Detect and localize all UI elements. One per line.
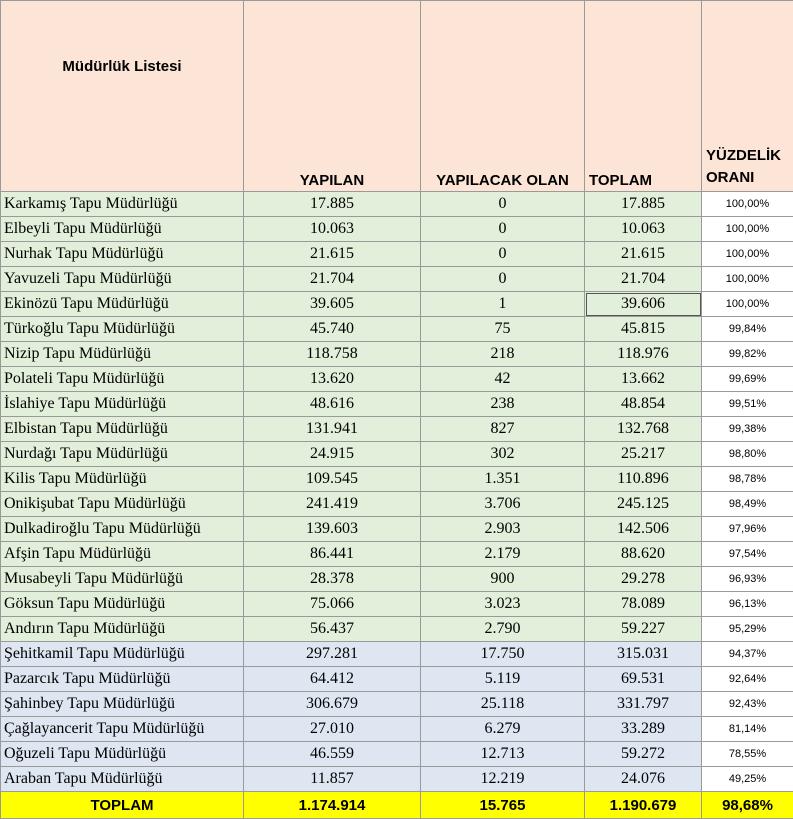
- done-cell[interactable]: 11.857: [244, 767, 421, 792]
- percent-cell[interactable]: 99,38%: [702, 417, 793, 442]
- percent-cell[interactable]: 78,55%: [702, 742, 793, 767]
- table-row: [1, 617, 793, 642]
- name-cell[interactable]: Ekinözü Tapu Müdürlüğü: [1, 292, 244, 317]
- table-row: [1, 242, 793, 267]
- total-total-cell[interactable]: 1.190.679: [585, 792, 702, 819]
- name-cell[interactable]: Çağlayancerit Tapu Müdürlüğü: [1, 717, 244, 742]
- total-todo-cell[interactable]: 15.765: [421, 792, 585, 819]
- table-row: [1, 367, 793, 392]
- total-cell[interactable]: 21.615: [585, 242, 702, 267]
- table-row: [1, 467, 793, 492]
- total-cell[interactable]: 245.125: [585, 492, 702, 517]
- table-row: [1, 542, 793, 567]
- percent-cell[interactable]: 98,49%: [702, 492, 793, 517]
- done-cell[interactable]: 241.419: [244, 492, 421, 517]
- percent-cell[interactable]: 99,82%: [702, 342, 793, 367]
- percent-cell[interactable]: 95,29%: [702, 617, 793, 642]
- total-cell[interactable]: 88.620: [585, 542, 702, 567]
- percent-cell[interactable]: 49,25%: [702, 767, 793, 792]
- total-cell[interactable]: 142.506: [585, 517, 702, 542]
- header-percent-line2: ORANI: [706, 169, 754, 186]
- name-cell[interactable]: Afşin Tapu Müdürlüğü: [1, 542, 244, 567]
- name-cell[interactable]: Onikişubat Tapu Müdürlüğü: [1, 492, 244, 517]
- done-cell[interactable]: 27.010: [244, 717, 421, 742]
- done-cell[interactable]: 56.437: [244, 617, 421, 642]
- todo-cell[interactable]: 827: [421, 417, 585, 442]
- done-cell[interactable]: 297.281: [244, 642, 421, 667]
- todo-cell[interactable]: 0: [421, 217, 585, 242]
- done-cell[interactable]: 24.915: [244, 442, 421, 467]
- total-cell[interactable]: 315.031: [585, 642, 702, 667]
- done-cell[interactable]: 21.704: [244, 267, 421, 292]
- total-cell[interactable]: 17.885: [585, 192, 702, 217]
- todo-cell[interactable]: 0: [421, 242, 585, 267]
- done-cell[interactable]: 46.559: [244, 742, 421, 767]
- done-cell[interactable]: 21.615: [244, 242, 421, 267]
- name-cell[interactable]: Nizip Tapu Müdürlüğü: [1, 342, 244, 367]
- percent-cell[interactable]: 98,80%: [702, 442, 793, 467]
- table-row: [1, 517, 793, 542]
- total-cell[interactable]: 13.662: [585, 367, 702, 392]
- todo-cell[interactable]: 2.790: [421, 617, 585, 642]
- todo-cell[interactable]: 12.219: [421, 767, 585, 792]
- done-cell[interactable]: 86.441: [244, 542, 421, 567]
- table-row: [1, 592, 793, 617]
- todo-cell[interactable]: 17.750: [421, 642, 585, 667]
- table-row: [1, 742, 793, 767]
- name-cell[interactable]: Göksun Tapu Müdürlüğü: [1, 592, 244, 617]
- table-row: [1, 317, 793, 342]
- done-cell[interactable]: 10.063: [244, 217, 421, 242]
- name-cell[interactable]: Pazarcık Tapu Müdürlüğü: [1, 667, 244, 692]
- done-cell[interactable]: 306.679: [244, 692, 421, 717]
- todo-cell[interactable]: 302: [421, 442, 585, 467]
- done-cell[interactable]: 131.941: [244, 417, 421, 442]
- todo-cell[interactable]: 42: [421, 367, 585, 392]
- todo-cell[interactable]: 3.023: [421, 592, 585, 617]
- done-cell[interactable]: 17.885: [244, 192, 421, 217]
- total-percent-cell[interactable]: 98,68%: [702, 792, 793, 819]
- total-cell[interactable]: 59.227: [585, 617, 702, 642]
- percent-cell[interactable]: 96,93%: [702, 567, 793, 592]
- total-row: [1, 792, 793, 819]
- total-cell[interactable]: 132.768: [585, 417, 702, 442]
- total-cell[interactable]: 39.606: [585, 292, 702, 317]
- percent-cell[interactable]: 99,69%: [702, 367, 793, 392]
- table-row: [1, 692, 793, 717]
- todo-cell[interactable]: 238: [421, 392, 585, 417]
- table-row: [1, 717, 793, 742]
- percent-cell[interactable]: 94,37%: [702, 642, 793, 667]
- total-cell[interactable]: 110.896: [585, 467, 702, 492]
- name-cell[interactable]: Kilis Tapu Müdürlüğü: [1, 467, 244, 492]
- done-cell[interactable]: 39.605: [244, 292, 421, 317]
- percent-cell[interactable]: 100,00%: [702, 192, 793, 217]
- name-cell[interactable]: Karkamış Tapu Müdürlüğü: [1, 192, 244, 217]
- todo-cell[interactable]: 6.279: [421, 717, 585, 742]
- total-cell[interactable]: 331.797: [585, 692, 702, 717]
- total-cell[interactable]: 10.063: [585, 217, 702, 242]
- name-cell[interactable]: Elbeyli Tapu Müdürlüğü: [1, 217, 244, 242]
- done-cell[interactable]: 64.412: [244, 667, 421, 692]
- total-label-cell[interactable]: TOPLAM: [1, 792, 244, 819]
- todo-cell[interactable]: 3.706: [421, 492, 585, 517]
- name-cell[interactable]: Araban Tapu Müdürlüğü: [1, 767, 244, 792]
- name-cell[interactable]: Nurhak Tapu Müdürlüğü: [1, 242, 244, 267]
- data-rows: [1, 192, 793, 792]
- total-cell[interactable]: 69.531: [585, 667, 702, 692]
- name-cell[interactable]: Şehitkamil Tapu Müdürlüğü: [1, 642, 244, 667]
- total-cell[interactable]: 33.289: [585, 717, 702, 742]
- percent-cell[interactable]: 81,14%: [702, 717, 793, 742]
- name-cell[interactable]: İslahiye Tapu Müdürlüğü: [1, 392, 244, 417]
- todo-cell[interactable]: 25.118: [421, 692, 585, 717]
- table-row: [1, 767, 793, 792]
- percent-cell[interactable]: 99,84%: [702, 317, 793, 342]
- todo-cell[interactable]: 218: [421, 342, 585, 367]
- percent-cell[interactable]: 96,13%: [702, 592, 793, 617]
- table-row: [1, 267, 793, 292]
- todo-cell[interactable]: 12.713: [421, 742, 585, 767]
- name-cell[interactable]: Andırın Tapu Müdürlüğü: [1, 617, 244, 642]
- name-cell[interactable]: Yavuzeli Tapu Müdürlüğü: [1, 267, 244, 292]
- done-cell[interactable]: 45.740: [244, 317, 421, 342]
- todo-cell[interactable]: 1: [421, 292, 585, 317]
- done-cell[interactable]: 109.545: [244, 467, 421, 492]
- total-cell[interactable]: 45.815: [585, 317, 702, 342]
- name-cell[interactable]: Oğuzeli Tapu Müdürlüğü: [1, 742, 244, 767]
- table-row: [1, 417, 793, 442]
- header-todo-cell[interactable]: YAPILACAK OLAN: [421, 1, 585, 192]
- percent-cell[interactable]: 100,00%: [702, 267, 793, 292]
- percent-cell[interactable]: 100,00%: [702, 242, 793, 267]
- total-cell[interactable]: 29.278: [585, 567, 702, 592]
- todo-cell[interactable]: 5.119: [421, 667, 585, 692]
- table-row: [1, 442, 793, 467]
- total-done-cell[interactable]: 1.174.914: [244, 792, 421, 819]
- done-cell[interactable]: 75.066: [244, 592, 421, 617]
- todo-cell[interactable]: 2.903: [421, 517, 585, 542]
- header-total-cell[interactable]: TOPLAM: [585, 1, 702, 192]
- name-cell[interactable]: Dulkadiroğlu Tapu Müdürlüğü: [1, 517, 244, 542]
- header-name-cell[interactable]: Müdürlük Listesi: [1, 1, 244, 192]
- total-cell[interactable]: 118.976: [585, 342, 702, 367]
- name-cell[interactable]: Elbistan Tapu Müdürlüğü: [1, 417, 244, 442]
- table-row: [1, 392, 793, 417]
- header-percent-cell[interactable]: [702, 1, 793, 192]
- todo-cell[interactable]: 75: [421, 317, 585, 342]
- total-cell[interactable]: 78.089: [585, 592, 702, 617]
- table-row: [1, 492, 793, 517]
- header-done-cell[interactable]: YAPILAN: [244, 1, 421, 192]
- todo-cell[interactable]: 1.351: [421, 467, 585, 492]
- total-cell[interactable]: 25.217: [585, 442, 702, 467]
- table-row: [1, 642, 793, 667]
- done-cell[interactable]: 139.603: [244, 517, 421, 542]
- percent-cell[interactable]: 97,54%: [702, 542, 793, 567]
- table-row: [1, 292, 793, 317]
- percent-cell[interactable]: 92,43%: [702, 692, 793, 717]
- table-row: [1, 217, 793, 242]
- todo-cell[interactable]: 2.179: [421, 542, 585, 567]
- percent-cell[interactable]: 92,64%: [702, 667, 793, 692]
- total-cell[interactable]: 21.704: [585, 267, 702, 292]
- header-percent-line1: YÜZDELİK: [706, 147, 781, 164]
- todo-cell[interactable]: 0: [421, 192, 585, 217]
- name-cell[interactable]: Musabeyli Tapu Müdürlüğü: [1, 567, 244, 592]
- table-row: [1, 667, 793, 692]
- name-cell[interactable]: Şahinbey Tapu Müdürlüğü: [1, 692, 244, 717]
- percent-cell[interactable]: 97,96%: [702, 517, 793, 542]
- todo-cell[interactable]: 900: [421, 567, 585, 592]
- percent-cell[interactable]: 100,00%: [702, 292, 793, 317]
- percent-cell[interactable]: 98,78%: [702, 467, 793, 492]
- done-cell[interactable]: 118.758: [244, 342, 421, 367]
- done-cell[interactable]: 13.620: [244, 367, 421, 392]
- total-cell[interactable]: 48.854: [585, 392, 702, 417]
- table-row: [1, 192, 793, 217]
- percent-cell[interactable]: 100,00%: [702, 217, 793, 242]
- total-cell[interactable]: 59.272: [585, 742, 702, 767]
- total-cell[interactable]: 24.076: [585, 767, 702, 792]
- name-cell[interactable]: Nurdağı Tapu Müdürlüğü: [1, 442, 244, 467]
- table-row: [1, 342, 793, 367]
- done-cell[interactable]: 48.616: [244, 392, 421, 417]
- table-row: [1, 567, 793, 592]
- header-row: [1, 1, 793, 192]
- todo-cell[interactable]: 0: [421, 267, 585, 292]
- name-cell[interactable]: Türkoğlu Tapu Müdürlüğü: [1, 317, 244, 342]
- name-cell[interactable]: Polateli Tapu Müdürlüğü: [1, 367, 244, 392]
- done-cell[interactable]: 28.378: [244, 567, 421, 592]
- percent-cell[interactable]: 99,51%: [702, 392, 793, 417]
